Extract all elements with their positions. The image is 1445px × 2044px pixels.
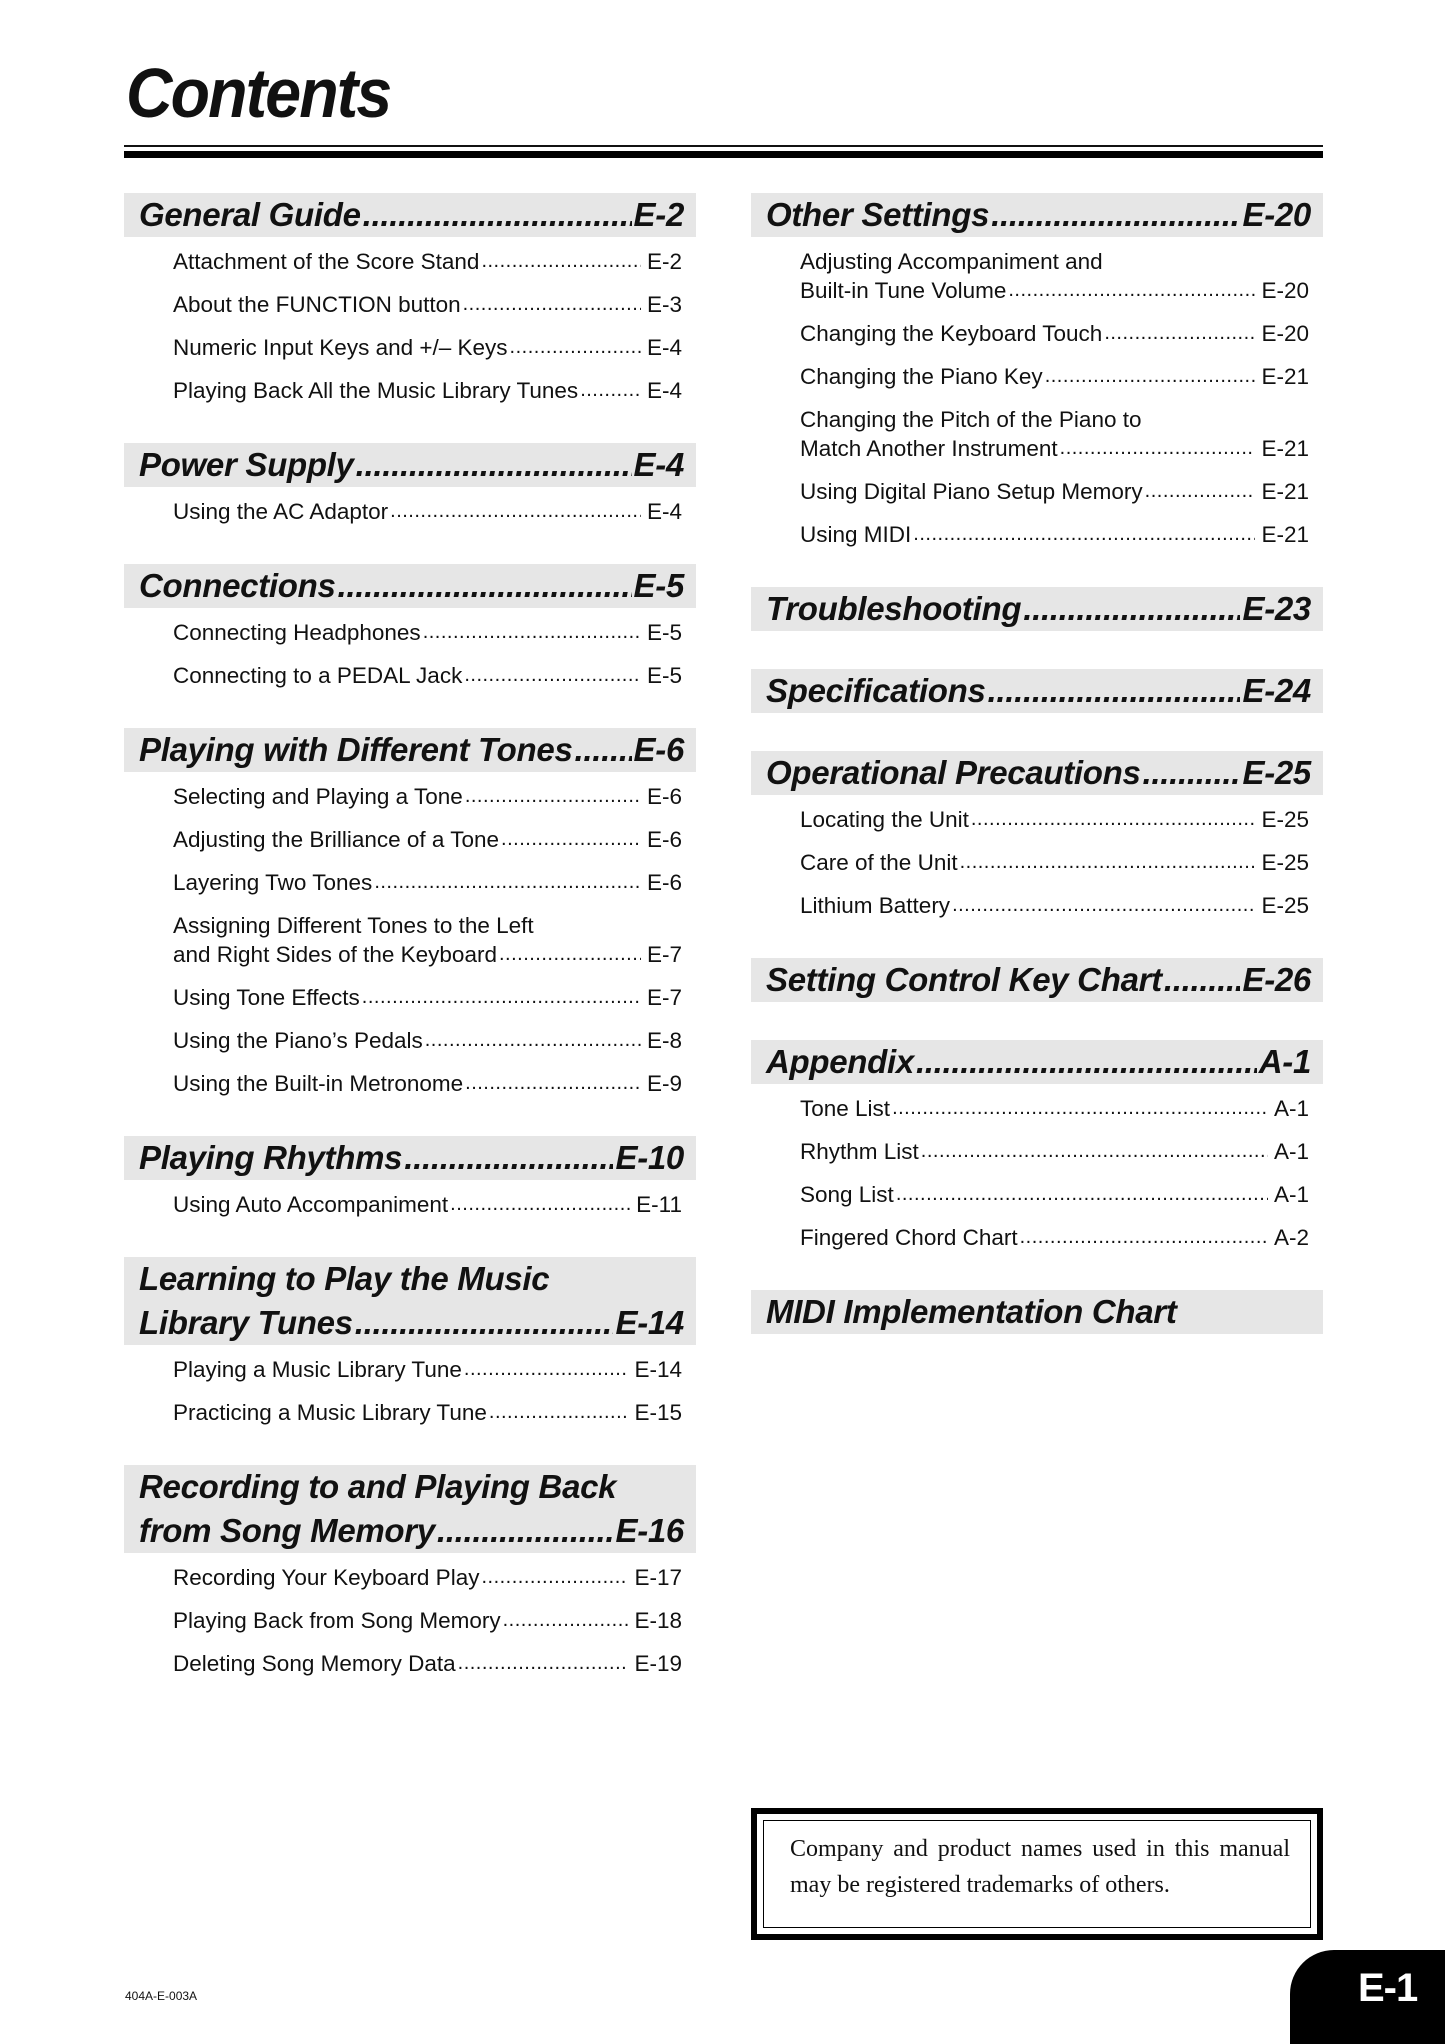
section-title-line: Learning to Play the Music bbox=[139, 1260, 550, 1297]
section-page-number: E-16 bbox=[615, 1512, 684, 1549]
entry-page-number: E-7 bbox=[646, 985, 682, 1010]
entry-page-number: A-2 bbox=[1273, 1225, 1309, 1250]
toc-section bbox=[124, 1136, 696, 1219]
entry-label: Playing a Music Library Tune bbox=[173, 1357, 462, 1382]
entry-page-number: E-5 bbox=[646, 663, 682, 688]
dot-leader bbox=[916, 1040, 1257, 1084]
entry-label: and Right Sides of the Keyboard bbox=[173, 942, 497, 967]
section-items bbox=[751, 237, 1323, 549]
entry-label: Rhythm List bbox=[800, 1139, 919, 1164]
entry-label: Adjusting the Brilliance of a Tone bbox=[173, 827, 500, 852]
toc-entry-link[interactable] bbox=[800, 319, 1309, 348]
toc-entry-link[interactable] bbox=[800, 1094, 1309, 1123]
section-page-number: E-14 bbox=[615, 1304, 684, 1341]
dot-leader bbox=[425, 1026, 641, 1055]
dot-leader bbox=[960, 848, 1256, 877]
entry-label: Locating the Unit bbox=[800, 807, 969, 832]
entry-page-number: E-17 bbox=[634, 1565, 682, 1590]
toc-section bbox=[124, 564, 696, 690]
entry-label: Built-in Tune Volume bbox=[800, 278, 1007, 303]
dot-leader bbox=[1060, 434, 1256, 463]
title-rule-thin bbox=[124, 145, 1323, 147]
entry-label: Match Another Instrument bbox=[800, 436, 1058, 461]
entry-page-number: E-4 bbox=[646, 499, 682, 524]
toc-section bbox=[751, 1040, 1323, 1252]
entry-page-number: E-6 bbox=[646, 827, 682, 852]
toc-entry-link[interactable] bbox=[800, 362, 1309, 391]
dot-leader bbox=[423, 618, 641, 647]
toc-entry-link[interactable] bbox=[173, 1026, 682, 1055]
entry-page-number: E-18 bbox=[634, 1608, 682, 1633]
dot-leader bbox=[1008, 276, 1255, 305]
section-heading-link[interactable] bbox=[124, 193, 696, 237]
entry-page-number: A-1 bbox=[1273, 1182, 1309, 1207]
dot-leader bbox=[1020, 1223, 1268, 1252]
dot-leader bbox=[501, 825, 641, 854]
entry-page-number: E-8 bbox=[646, 1028, 682, 1053]
trademark-notice-box bbox=[751, 1808, 1323, 1940]
section-heading-link[interactable] bbox=[124, 1465, 696, 1553]
entry-page-number: E-21 bbox=[1261, 436, 1309, 461]
dot-leader bbox=[580, 376, 641, 405]
section-title: General Guide bbox=[139, 196, 361, 233]
toc-entry-link[interactable] bbox=[800, 477, 1309, 506]
toc-entry-link[interactable] bbox=[800, 1137, 1309, 1166]
section-title: Appendix bbox=[766, 1043, 914, 1080]
section-page-number: E-24 bbox=[1242, 672, 1311, 709]
section-heading-link[interactable] bbox=[751, 669, 1323, 713]
entry-label-line: Assigning Different Tones to the Left bbox=[173, 913, 534, 938]
entry-page-number: E-20 bbox=[1261, 321, 1309, 346]
toc-entry-link[interactable] bbox=[173, 1649, 682, 1678]
dot-leader bbox=[921, 1137, 1268, 1166]
entry-page-number: E-19 bbox=[634, 1651, 682, 1676]
toc-entry-link[interactable] bbox=[173, 782, 682, 811]
entry-label: Care of the Unit bbox=[800, 850, 958, 875]
entry-label: Using Auto Accompaniment bbox=[173, 1192, 449, 1217]
section-heading-link[interactable] bbox=[751, 587, 1323, 631]
section-title: Library Tunes bbox=[139, 1304, 353, 1341]
section-title: Operational Precautions bbox=[766, 754, 1141, 791]
section-page-number: E-2 bbox=[633, 196, 684, 233]
dot-leader bbox=[1104, 319, 1255, 348]
dot-leader bbox=[465, 782, 641, 811]
section-heading-link[interactable] bbox=[124, 443, 696, 487]
entry-label: Tone List bbox=[800, 1096, 891, 1121]
entry-label-line: Adjusting Accompaniment and bbox=[800, 249, 1103, 274]
entry-label: Using Tone Effects bbox=[173, 985, 360, 1010]
entry-label: Using MIDI bbox=[800, 522, 912, 547]
toc-entry-link[interactable] bbox=[800, 1223, 1309, 1252]
entry-label: Using the AC Adaptor bbox=[173, 499, 389, 524]
entry-page-number: E-7 bbox=[646, 942, 682, 967]
dot-leader bbox=[481, 247, 641, 276]
section-heading-link[interactable] bbox=[751, 958, 1323, 1002]
document-code: 404A-E-003A bbox=[125, 1989, 198, 2003]
entry-label: Selecting and Playing a Tone bbox=[173, 784, 463, 809]
dot-leader bbox=[338, 564, 632, 608]
toc-entry-link[interactable] bbox=[800, 247, 1309, 305]
toc-entry-link[interactable] bbox=[173, 618, 682, 647]
toc-entry-link[interactable] bbox=[800, 405, 1309, 463]
entry-page-number: E-5 bbox=[646, 620, 682, 645]
entry-page-number: E-6 bbox=[646, 870, 682, 895]
entry-page-number: E-6 bbox=[646, 784, 682, 809]
section-items bbox=[124, 1180, 696, 1219]
toc-entry-link[interactable] bbox=[173, 661, 682, 690]
dot-leader bbox=[355, 1301, 614, 1345]
toc-entry-link[interactable] bbox=[800, 891, 1309, 920]
dot-leader bbox=[404, 1136, 613, 1180]
dot-leader bbox=[463, 290, 641, 319]
toc-entry-link[interactable] bbox=[800, 1180, 1309, 1209]
section-page-number: E-25 bbox=[1242, 754, 1311, 791]
dot-leader bbox=[464, 1355, 629, 1384]
section-page-number: E-4 bbox=[633, 446, 684, 483]
entry-label: About the FUNCTION button bbox=[173, 292, 461, 317]
toc-entry-link[interactable] bbox=[173, 497, 682, 526]
entry-label: Attachment of the Score Stand bbox=[173, 249, 480, 274]
toc-section bbox=[751, 587, 1323, 631]
dot-leader bbox=[971, 805, 1256, 834]
dot-leader bbox=[481, 1563, 628, 1592]
entry-page-number: E-21 bbox=[1261, 364, 1309, 389]
section-title: Setting Control Key Chart bbox=[766, 961, 1162, 998]
dot-leader bbox=[510, 333, 641, 362]
page-title: Contents bbox=[126, 54, 391, 132]
entry-page-number: E-25 bbox=[1261, 893, 1309, 918]
entry-page-number: E-11 bbox=[636, 1192, 682, 1217]
dot-leader bbox=[450, 1190, 630, 1219]
section-title: Connections bbox=[139, 567, 336, 604]
entry-page-number: E-21 bbox=[1261, 522, 1309, 547]
dot-leader bbox=[489, 1398, 629, 1427]
dot-leader bbox=[437, 1509, 614, 1553]
entry-label: Playing Back All the Music Library Tunes bbox=[173, 378, 579, 403]
dot-leader bbox=[465, 1069, 641, 1098]
toc-section bbox=[751, 669, 1323, 713]
entry-label: Fingered Chord Chart bbox=[800, 1225, 1018, 1250]
section-title: MIDI Implementation Chart bbox=[766, 1293, 1177, 1330]
toc-entry-link[interactable] bbox=[800, 848, 1309, 877]
dot-leader bbox=[991, 193, 1240, 237]
dot-leader bbox=[952, 891, 1255, 920]
entry-page-number: A-1 bbox=[1273, 1139, 1309, 1164]
title-rule-thick bbox=[124, 151, 1323, 158]
entry-page-number: E-4 bbox=[646, 378, 682, 403]
section-items bbox=[124, 487, 696, 526]
dot-leader bbox=[356, 443, 632, 487]
entry-label: Numeric Input Keys and +/– Keys bbox=[173, 335, 508, 360]
section-page-number: A-1 bbox=[1258, 1043, 1311, 1080]
dot-leader bbox=[363, 193, 632, 237]
section-heading-link[interactable] bbox=[751, 193, 1323, 237]
entry-label: Using the Piano’s Pedals bbox=[173, 1028, 423, 1053]
toc-section bbox=[124, 443, 696, 526]
section-heading-link[interactable] bbox=[751, 1040, 1323, 1084]
dot-leader bbox=[362, 983, 641, 1012]
entry-label: Practicing a Music Library Tune bbox=[173, 1400, 487, 1425]
entry-page-number: E-15 bbox=[634, 1400, 682, 1425]
toc-section bbox=[124, 1257, 696, 1427]
toc-entry-link[interactable] bbox=[173, 247, 682, 276]
toc-entry-link[interactable] bbox=[173, 1355, 682, 1384]
toc-section bbox=[751, 193, 1323, 549]
entry-label: Recording Your Keyboard Play bbox=[173, 1565, 480, 1590]
toc-entry-link[interactable] bbox=[173, 1398, 682, 1427]
entry-page-number: E-20 bbox=[1261, 278, 1309, 303]
entry-label: Layering Two Tones bbox=[173, 870, 373, 895]
entry-page-number: E-25 bbox=[1261, 850, 1309, 875]
entry-label: Connecting Headphones bbox=[173, 620, 421, 645]
toc-section bbox=[751, 1290, 1323, 1334]
entry-page-number: E-2 bbox=[646, 249, 682, 274]
toc-entry-link[interactable] bbox=[173, 911, 682, 969]
section-page-number: E-20 bbox=[1242, 196, 1311, 233]
section-heading-link[interactable] bbox=[124, 1257, 696, 1345]
entry-label: Song List bbox=[800, 1182, 894, 1207]
trademark-notice-text: Company and product names used in this manual may be registered trademarks of others. bbox=[763, 1820, 1311, 1928]
section-title: Specifications bbox=[766, 672, 986, 709]
section-page-number: E-10 bbox=[615, 1139, 684, 1176]
dot-leader bbox=[1143, 751, 1241, 795]
toc-entry-link[interactable] bbox=[800, 805, 1309, 834]
entry-label: Using the Built-in Metronome bbox=[173, 1071, 464, 1096]
dot-leader bbox=[503, 1606, 629, 1635]
section-title: from Song Memory bbox=[139, 1512, 435, 1549]
section-page-number: E-26 bbox=[1242, 961, 1311, 998]
dot-leader bbox=[374, 868, 641, 897]
toc-section bbox=[751, 751, 1323, 920]
entry-page-number: E-4 bbox=[646, 335, 682, 360]
entry-page-number: E-3 bbox=[646, 292, 682, 317]
page-number-tab bbox=[1290, 1950, 1445, 2044]
section-title: Troubleshooting bbox=[766, 590, 1022, 627]
dot-leader bbox=[913, 520, 1255, 549]
entry-page-number: E-14 bbox=[634, 1357, 682, 1382]
entry-page-number: A-1 bbox=[1273, 1096, 1309, 1121]
section-heading-link[interactable] bbox=[124, 728, 696, 772]
section-items bbox=[124, 237, 696, 405]
section-items bbox=[124, 608, 696, 690]
section-heading-link[interactable] bbox=[751, 1290, 1323, 1334]
toc-entry-link[interactable] bbox=[173, 1190, 682, 1219]
toc-entry-link[interactable] bbox=[173, 983, 682, 1012]
toc-section bbox=[124, 1465, 696, 1678]
section-items bbox=[751, 795, 1323, 920]
section-page-number: E-23 bbox=[1242, 590, 1311, 627]
dot-leader bbox=[464, 661, 641, 690]
entry-label-line: Changing the Pitch of the Piano to bbox=[800, 407, 1142, 432]
toc-entry-link[interactable] bbox=[173, 290, 682, 319]
page-number: E-1 bbox=[1358, 1966, 1418, 2010]
entry-page-number: E-21 bbox=[1261, 479, 1309, 504]
toc-entry-link[interactable] bbox=[173, 1563, 682, 1592]
toc-entry-link[interactable] bbox=[173, 376, 682, 405]
entry-page-number: E-9 bbox=[646, 1071, 682, 1096]
section-heading-link[interactable] bbox=[124, 1136, 696, 1180]
toc-entry-link[interactable] bbox=[173, 825, 682, 854]
section-page-number: E-5 bbox=[633, 567, 684, 604]
dot-leader bbox=[1145, 477, 1256, 506]
toc-entry-link[interactable] bbox=[173, 868, 682, 897]
dot-leader bbox=[458, 1649, 629, 1678]
dot-leader bbox=[1023, 587, 1240, 631]
toc-section bbox=[124, 728, 696, 1098]
section-title: Power Supply bbox=[139, 446, 354, 483]
section-title-line: Recording to and Playing Back bbox=[139, 1468, 617, 1505]
section-title: Playing with Different Tones bbox=[139, 731, 573, 768]
toc-entry-link[interactable] bbox=[800, 520, 1309, 549]
section-items bbox=[124, 772, 696, 1098]
entry-page-number: E-25 bbox=[1261, 807, 1309, 832]
section-items bbox=[751, 1084, 1323, 1252]
dot-leader bbox=[988, 669, 1241, 713]
section-heading-link[interactable] bbox=[751, 751, 1323, 795]
dot-leader bbox=[1164, 958, 1241, 1002]
toc-section bbox=[751, 958, 1323, 1002]
toc-entry-link[interactable] bbox=[173, 1606, 682, 1635]
section-items bbox=[124, 1553, 696, 1678]
entry-label: Lithium Battery bbox=[800, 893, 951, 918]
dot-leader bbox=[390, 497, 641, 526]
entry-label: Connecting to a PEDAL Jack bbox=[173, 663, 463, 688]
entry-label: Playing Back from Song Memory bbox=[173, 1608, 501, 1633]
dot-leader bbox=[1045, 362, 1256, 391]
entry-label: Changing the Piano Key bbox=[800, 364, 1043, 389]
entry-label: Deleting Song Memory Data bbox=[173, 1651, 456, 1676]
toc-left-column bbox=[124, 193, 696, 1716]
section-page-number: E-6 bbox=[633, 731, 684, 768]
dot-leader bbox=[575, 728, 632, 772]
entry-label: Using Digital Piano Setup Memory bbox=[800, 479, 1143, 504]
toc-section bbox=[124, 193, 696, 405]
dot-leader bbox=[896, 1180, 1268, 1209]
toc-right-column bbox=[751, 193, 1323, 1372]
dot-leader bbox=[892, 1094, 1268, 1123]
dot-leader bbox=[499, 940, 641, 969]
section-title: Playing Rhythms bbox=[139, 1139, 403, 1176]
section-title: Other Settings bbox=[766, 196, 990, 233]
section-heading-link[interactable] bbox=[124, 564, 696, 608]
entry-label: Changing the Keyboard Touch bbox=[800, 321, 1103, 346]
section-items bbox=[124, 1345, 696, 1427]
toc-entry-link[interactable] bbox=[173, 1069, 682, 1098]
toc-entry-link[interactable] bbox=[173, 333, 682, 362]
